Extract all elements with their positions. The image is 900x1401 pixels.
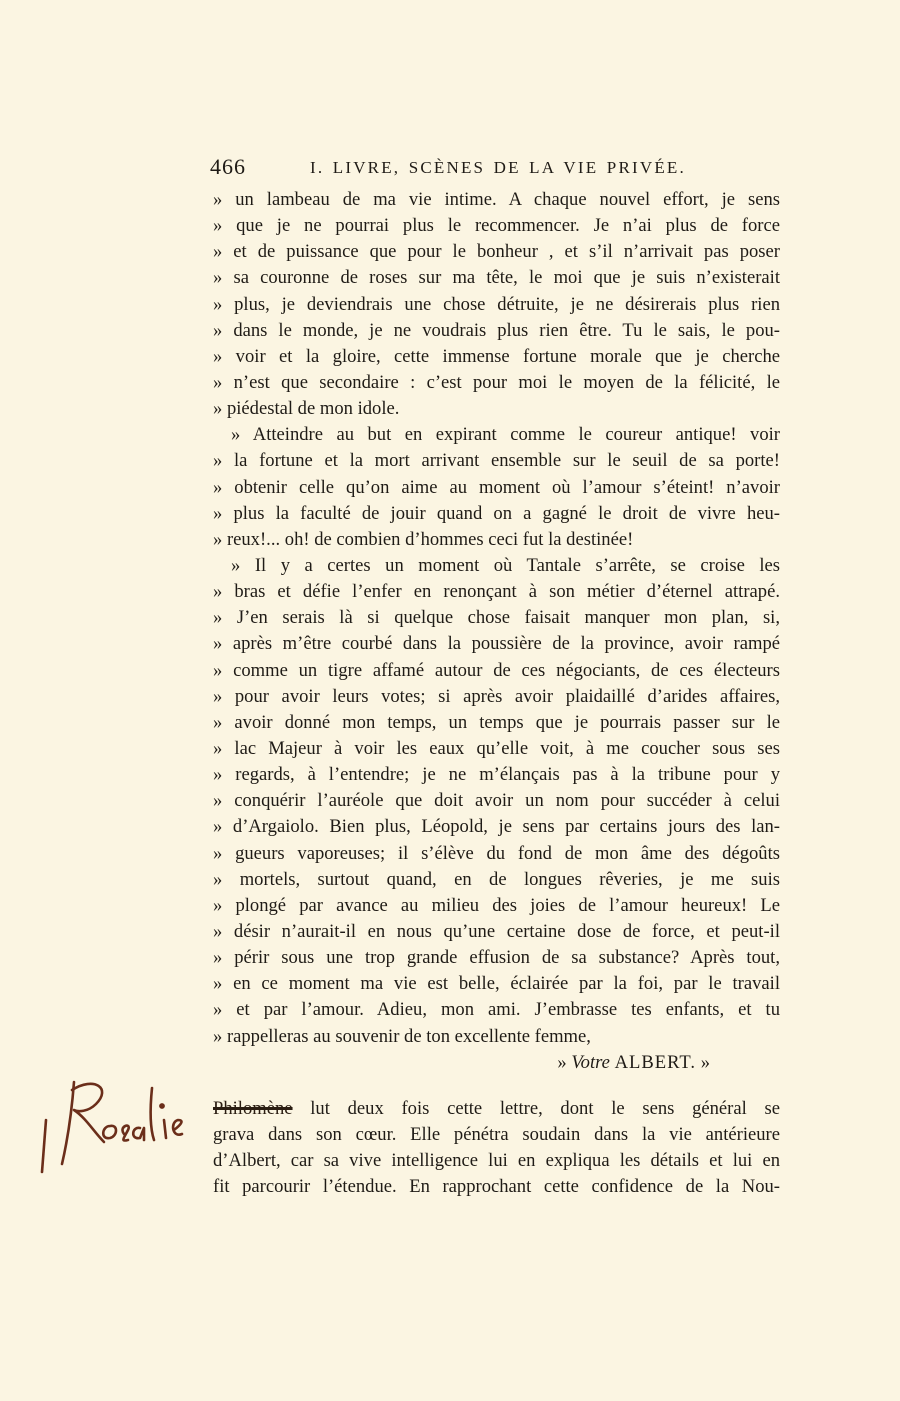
running-head: I. LIVRE, SCÈNES DE LA VIE PRIVÉE. bbox=[310, 158, 686, 177]
struck-name: Philomène bbox=[213, 1097, 293, 1119]
text-line: d’Albert, car sa vive intelligence lui en expliqua les détails et lui en bbox=[213, 1150, 780, 1172]
handwriting-rosalie bbox=[32, 1068, 202, 1178]
signature-close-quote: » bbox=[700, 1051, 710, 1073]
text-line: » comme un tigre affamé autour de ces négociants, de ces électeurs bbox=[213, 659, 780, 681]
signature-name: ALBERT. bbox=[614, 1051, 697, 1073]
text-line: » rappelleras au souvenir de ton excellente femme, bbox=[213, 1025, 591, 1047]
text-line: » sa couronne de roses sur ma tête, le moi que je suis n’existerait bbox=[213, 267, 780, 289]
text-line: » J’en serais là si quelque chose faisait manquer mon plan, si, bbox=[213, 607, 780, 629]
text-line: » un lambeau de ma vie intime. A chaque nouvel effort, je sens bbox=[213, 189, 780, 210]
text-line: » plongé par avance au milieu des joies de l’amour heureux! Le bbox=[213, 894, 780, 916]
handwritten-margin-note bbox=[32, 1068, 202, 1178]
paragraph-gap bbox=[213, 1076, 780, 1096]
text-line: » et par l’amour. Adieu, mon ami. J’embrasse tes enfants, et tu bbox=[213, 999, 780, 1021]
page-header bbox=[210, 150, 780, 186]
signature-votre: Votre bbox=[571, 1051, 610, 1073]
body-text bbox=[213, 187, 780, 1200]
text-line: » reux!... oh! de combien d’hommes ceci fut la destinée! bbox=[213, 528, 634, 550]
text-line: » n’est que secondaire : c’est pour moi le moyen de la félicité, le bbox=[213, 371, 780, 393]
text-line: » la fortune et la mort arrivant ensemble sur le seuil de sa porte! bbox=[213, 450, 780, 472]
text-line: » Atteindre au but en expirant comme le coureur antique! voir bbox=[231, 424, 780, 446]
text-line: » désir n’aurait-il en nous qu’une certaine dose de force, et peut-il bbox=[213, 920, 780, 942]
text-line: » dans le monde, je ne voudrais plus rien être. Tu le sais, le pou- bbox=[213, 319, 780, 341]
text-line: » que je ne pourrai plus le recommencer. Je n’ai plus de force bbox=[213, 215, 780, 237]
signature-open-quote: » bbox=[557, 1051, 567, 1073]
text-line: » gueurs vaporeuses; il s’élève du fond de mon âme des dégoûts bbox=[213, 842, 780, 864]
text-line: » d’Argaiolo. Bien plus, Léopold, je sens par certains jours des lan- bbox=[213, 816, 780, 838]
text-line: » avoir donné mon temps, un temps que je pourrais passer sur le bbox=[213, 711, 780, 733]
text-line: » après m’être courbé dans la poussière de la province, avoir rampé bbox=[213, 633, 780, 655]
text-line: » piédestal de mon idole. bbox=[213, 398, 400, 420]
text-line: » périr sous une trop grande effusion de sa substance? Après tout, bbox=[213, 947, 780, 969]
letter-signature bbox=[213, 1050, 780, 1076]
text-line: » en ce moment ma vie est belle, éclairée par la foi, par le travail bbox=[213, 973, 780, 995]
page-number: 466 bbox=[210, 154, 246, 179]
text-line: » plus, je deviendrais une chose détruite, je ne désirerais plus rien bbox=[213, 293, 780, 315]
text-line: » obtenir celle qu’on aime au moment où l’amour s’éteint! n’avoir bbox=[213, 476, 780, 498]
text-line: » regards, à l’entendre; je ne m’élançais pas à la tribune pour y bbox=[213, 764, 780, 786]
text-line: » voir et la gloire, cette immense fortune morale que je cherche bbox=[213, 345, 780, 367]
text-line: » lac Majeur à voir les eaux qu’elle voit, à me coucher sous ses bbox=[213, 737, 780, 759]
text-line: » pour avoir leurs votes; si après avoir plaidaillé d’arides affaires, bbox=[213, 685, 780, 707]
text-line: grava dans son cœur. Elle pénétra soudain dans la vie antérieure bbox=[213, 1123, 780, 1145]
text-line: fit parcourir l’étendue. En rapprochant cette confidence de la Nou- bbox=[213, 1176, 780, 1198]
text-line: » Il y a certes un moment où Tantale s’arrête, se croise les bbox=[231, 554, 780, 576]
text-line: » plus la faculté de jouir quand on a gagné le droit de vivre heu- bbox=[213, 502, 780, 524]
first-line-rest: lut deux fois cette lettre, dont le sens général se bbox=[310, 1097, 780, 1119]
text-line bbox=[213, 1096, 780, 1122]
text-line: » bras et défie l’enfer en renonçant à son métier d’éternel attrapé. bbox=[213, 581, 780, 603]
text-line: » conquérir l’auréole que doit avoir un nom pour succéder à celui bbox=[213, 790, 780, 812]
text-line: » et de puissance que pour le bonheur , et s’il n’arrivait pas poser bbox=[213, 241, 780, 263]
text-line: » mortels, surtout quand, en de longues rêveries, je me suis bbox=[213, 868, 780, 890]
